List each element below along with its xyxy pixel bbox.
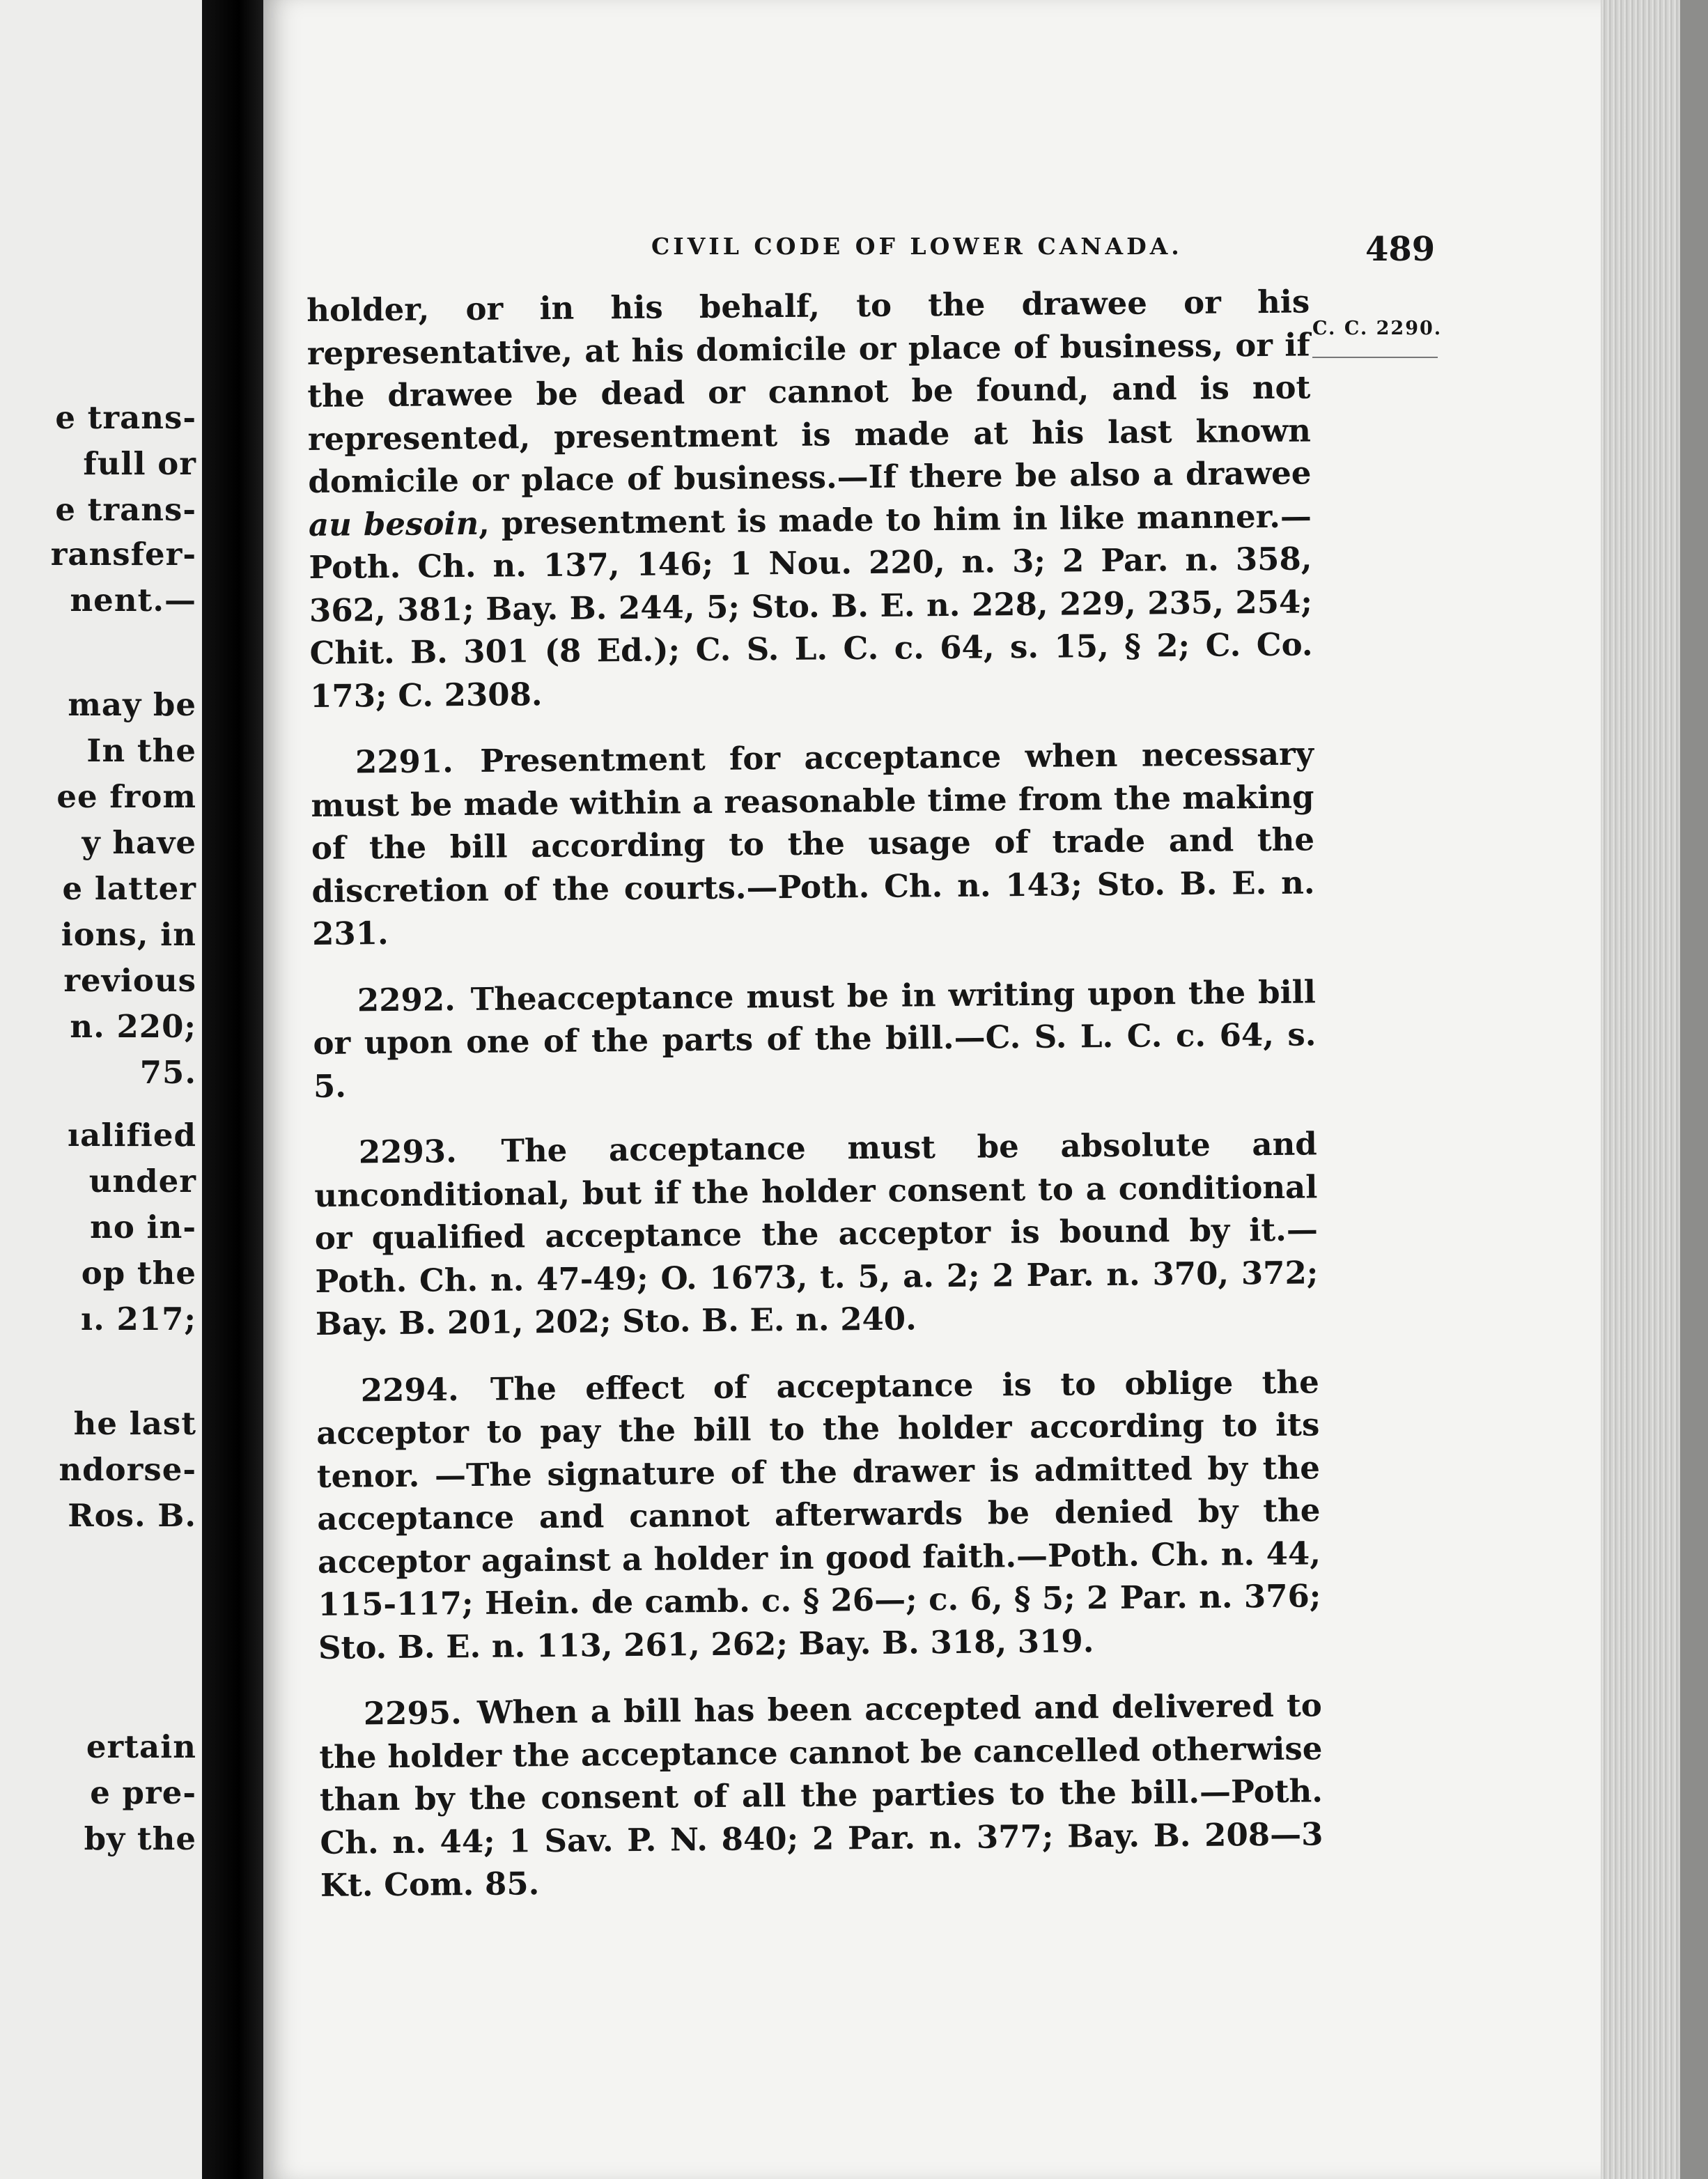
left-page-line: he last bbox=[73, 1405, 196, 1442]
paragraph-text: The effect of acceptance is to oblige the acceptor to pay the bill to the holder according to its tenor. —The signature of the drawer is admitted by the acceptance and cannot afterwards be denied by the acceptor against a holder in good faith.—Poth. Ch. n. 44, 115-117; Hein. de camb. c. § 26—; c. 6, § 5; 2 Par. n. 376; Sto. B. E. n. 113, 261, 262; Bay. B. 318, 319. bbox=[316, 1363, 1321, 1666]
left-page-line: ıalified bbox=[68, 1117, 196, 1154]
paragraph-continued bbox=[306, 280, 1313, 718]
page-number: 489 bbox=[1365, 230, 1436, 269]
margin-note: C. C. 2290. bbox=[1312, 318, 1443, 339]
paragraph-italic: au besoin bbox=[308, 504, 479, 543]
left-page-line: under bbox=[88, 1163, 196, 1200]
left-page-line: ee from bbox=[56, 778, 196, 815]
paragraph-text: holder, or in his behalf, to the drawee or his representative, at his domicile or place of business, or if the drawee be dead or cannot be found, and is not represented, presentment is made at his last known domicile or place of business.—If there be also a drawee bbox=[306, 283, 1312, 500]
left-page-line: e trans- bbox=[55, 491, 196, 528]
article-number: 2291. bbox=[355, 743, 454, 781]
article-text bbox=[306, 280, 1324, 1930]
paragraph-text: , presentment is made to him in like manner.—Poth. Ch. n. 137, 146; 1 Nou. 220, n. 3; 2 Par. n. 358, 362, 381; Bay. B. 244, 5; Sto. B. E. n. 228, 229, 235, 254; Chit. B. 301 (8 Ed.); C. S. L. C. c. 64, s. 15, § 2; C. Co. 173; C. 2308. bbox=[309, 497, 1313, 715]
left-page-line: y have bbox=[81, 824, 196, 861]
paragraph-text: The acceptance must be absolute and unconditional, but if the holder consent to a conditional or qualified acceptance the acceptor is bound by it.—Poth. Ch. n. 47-49; O. 1673, t. 5, a. 2; 2 Par. n. 370, 372; Bay. B. 201, 202; Sto. B. E. n. 240. bbox=[314, 1125, 1319, 1342]
left-page-line: ndorse- bbox=[59, 1451, 196, 1488]
left-page-line: by the bbox=[84, 1820, 196, 1857]
left-page-line: e pre- bbox=[90, 1774, 196, 1811]
margin-note-rule bbox=[1312, 357, 1438, 358]
left-page-line: no in- bbox=[90, 1209, 196, 1246]
left-page-line: revious bbox=[63, 962, 196, 999]
article-2293 bbox=[314, 1122, 1319, 1345]
article-number: 2292. bbox=[357, 980, 456, 1018]
left-page-line: e trans- bbox=[55, 399, 196, 436]
left-page-line: 75. bbox=[139, 1054, 196, 1091]
paragraph-text: When a bill has been accepted and delivered to the holder the acceptance cannot be cancelled otherwise than by the consent of all the parties to the bill.—Poth. Ch. n. 44; 1 Sav. P. N. 840; 2 Par. n. 377; Bay. B. 208—3 Kt. Com. 85. bbox=[319, 1686, 1323, 1904]
article-2294 bbox=[316, 1360, 1322, 1669]
left-page-line: e latter bbox=[62, 870, 196, 907]
left-page-line: op the bbox=[81, 1255, 196, 1292]
left-page-line: full or bbox=[83, 445, 196, 482]
article-2291 bbox=[311, 732, 1316, 955]
left-page-line: Ros. B. bbox=[68, 1497, 196, 1534]
running-title: CIVIL CODE OF LOWER CANADA. bbox=[651, 233, 1183, 260]
article-2295 bbox=[319, 1684, 1324, 1907]
paragraph-text: Presentment for acceptance when necessary must be made within a reasonable time from the making of the bill according to the usage of trade and the discretion of the courts.—Poth. Ch. n. 143; Sto. B. E. n. 231. bbox=[311, 735, 1315, 952]
left-page-line: may be bbox=[68, 686, 196, 723]
left-page-line: nent.— bbox=[70, 582, 196, 619]
left-page-line: ertain bbox=[86, 1728, 196, 1765]
article-number: 2293. bbox=[358, 1133, 457, 1171]
paragraph-text: Theacceptance must be in writing upon the bill or upon one of the parts of the bill.—C. S. L. C. c. 64, s. 5. bbox=[313, 972, 1317, 1105]
article-number: 2295. bbox=[363, 1694, 462, 1732]
page-edges bbox=[1601, 0, 1708, 2179]
left-page-line: ransfer- bbox=[50, 536, 196, 573]
article-2292 bbox=[313, 970, 1317, 1108]
left-page-line: ı. 217; bbox=[81, 1301, 196, 1337]
left-page-line: In the bbox=[86, 732, 196, 769]
book-gutter bbox=[202, 0, 263, 2179]
article-number: 2294. bbox=[360, 1370, 459, 1409]
left-page-line: n. 220; bbox=[70, 1008, 196, 1045]
left-page-fragment bbox=[0, 0, 202, 2179]
left-page-line: ions, in bbox=[61, 916, 196, 953]
